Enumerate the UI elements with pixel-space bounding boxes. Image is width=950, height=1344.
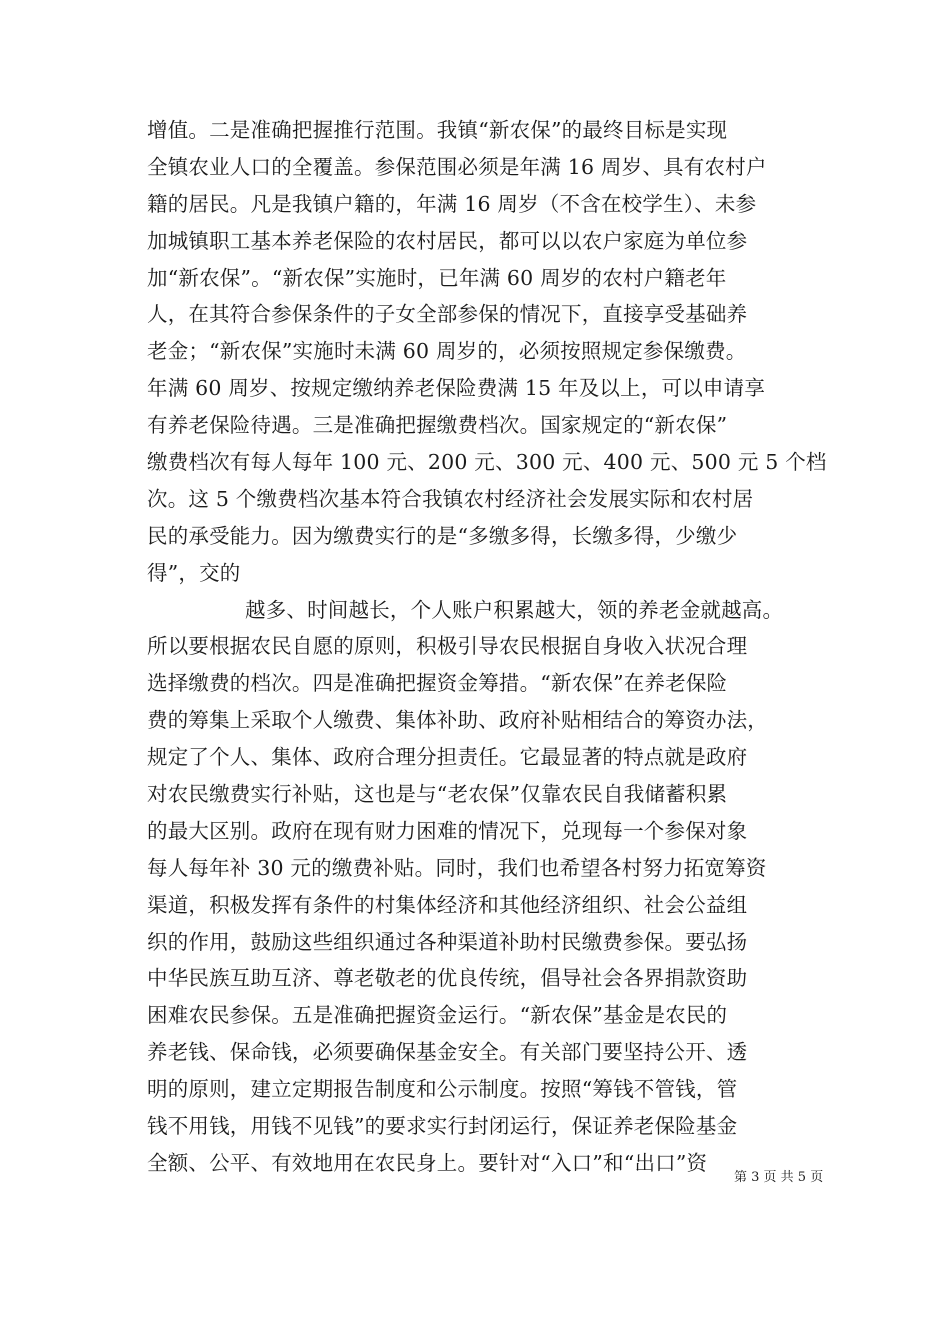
page-number: 第 3 页 共 5 页: [734, 1170, 824, 1185]
text-line: 织的作用，鼓励这些组织通过各种渠道补助村民缴费参保。要弘扬: [147, 929, 748, 954]
text-line: 规定了个人、集体、政府合理分担责任。它最显著的特点就是政府: [147, 745, 748, 770]
text-line: 加“新农保”。“新农保”实施时，已年满 60 周岁的农村户籍老年: [147, 265, 727, 290]
text-line: 得”，交的: [147, 560, 241, 585]
text-line: 加城镇职工基本养老保险的农村居民，都可以以农户家庭为单位参: [147, 228, 748, 253]
text-line: 中华民族互助互济、尊老敬老的优良传统，倡导社会各界捐款资助: [147, 966, 748, 991]
text-line: 增值。二是准确把握推行范围。我镇“新农保”的最终目标是实现: [147, 118, 728, 142]
text-line: 费的筹集上采取个人缴费、集体补助、政府补贴相结合的筹资办法，: [147, 708, 768, 733]
text-line: 老金；“新农保”实施时未满 60 周岁的，必须按照规定参保缴费。: [147, 339, 747, 364]
text-line: 每人每年补 30 元的缴费补贴。同时，我们也希望各村努力拓宽筹资: [147, 855, 767, 880]
text-line: 选择缴费的档次。四是准确把握资金筹措。“新农保”在养老保险: [147, 671, 728, 696]
text-line: 人，在其符合参保条件的子女全部参保的情况下，直接享受基础养: [147, 302, 748, 327]
body-text: [147, 112, 827, 1182]
text-line-indented: 越多、时间越长，个人账户积累越大，领的养老金就越高。: [245, 597, 784, 622]
text-line: 所以要根据农民自愿的原则，积极引导农民根据自身收入状况合理: [147, 634, 748, 659]
text-line: 有养老保险待遇。三是准确把握缴费档次。国家规定的“新农保”: [147, 413, 728, 438]
text-line: 民的承受能力。因为缴费实行的是“多缴多得，长缴多得，少缴少: [147, 523, 738, 548]
text-line: 全额、公平、有效地用在农民身上。要针对“入口”和“出口”资: [147, 1150, 708, 1175]
text-line: 缴费档次有每人每年 100 元、200 元、300 元、400 元、500 元 5 个档: [147, 450, 827, 475]
text-line: 渠道，积极发挥有条件的村集体经济和其他经济组织、社会公益组: [147, 892, 748, 917]
text-line: 年满 60 周岁、按规定缴纳养老保险费满 15 年及以上，可以申请享: [147, 376, 766, 401]
text-line: 全镇农业人口的全覆盖。参保范围必须是年满 16 周岁、具有农村户: [147, 154, 767, 179]
text-line: 养老钱、保命钱，必须要确保基金安全。有关部门要坚持公开、透: [147, 1040, 748, 1065]
text-line: 钱不用钱，用钱不见钱”的要求实行封闭运行，保证养老保险基金: [147, 1114, 738, 1139]
text-line: 对农民缴费实行补贴，这也是与“老农保”仅靠农民自我储蓄积累: [147, 782, 728, 807]
text-line: 籍的居民。凡是我镇户籍的，年满 16 周岁（不含在校学生）、未参: [147, 191, 757, 216]
text-line: 的最大区别。政府在现有财力困难的情况下，兑现每一个参保对象: [147, 818, 748, 843]
text-line: 次。这 5 个缴费档次基本符合我镇农村经济社会发展实际和农村居: [147, 486, 754, 511]
text-line: 困难农民参保。五是准确把握资金运行。“新农保”基金是农民的: [147, 1003, 728, 1028]
text-line: 明的原则，建立定期报告制度和公示制度。按照“筹钱不管钱，管: [147, 1077, 738, 1102]
